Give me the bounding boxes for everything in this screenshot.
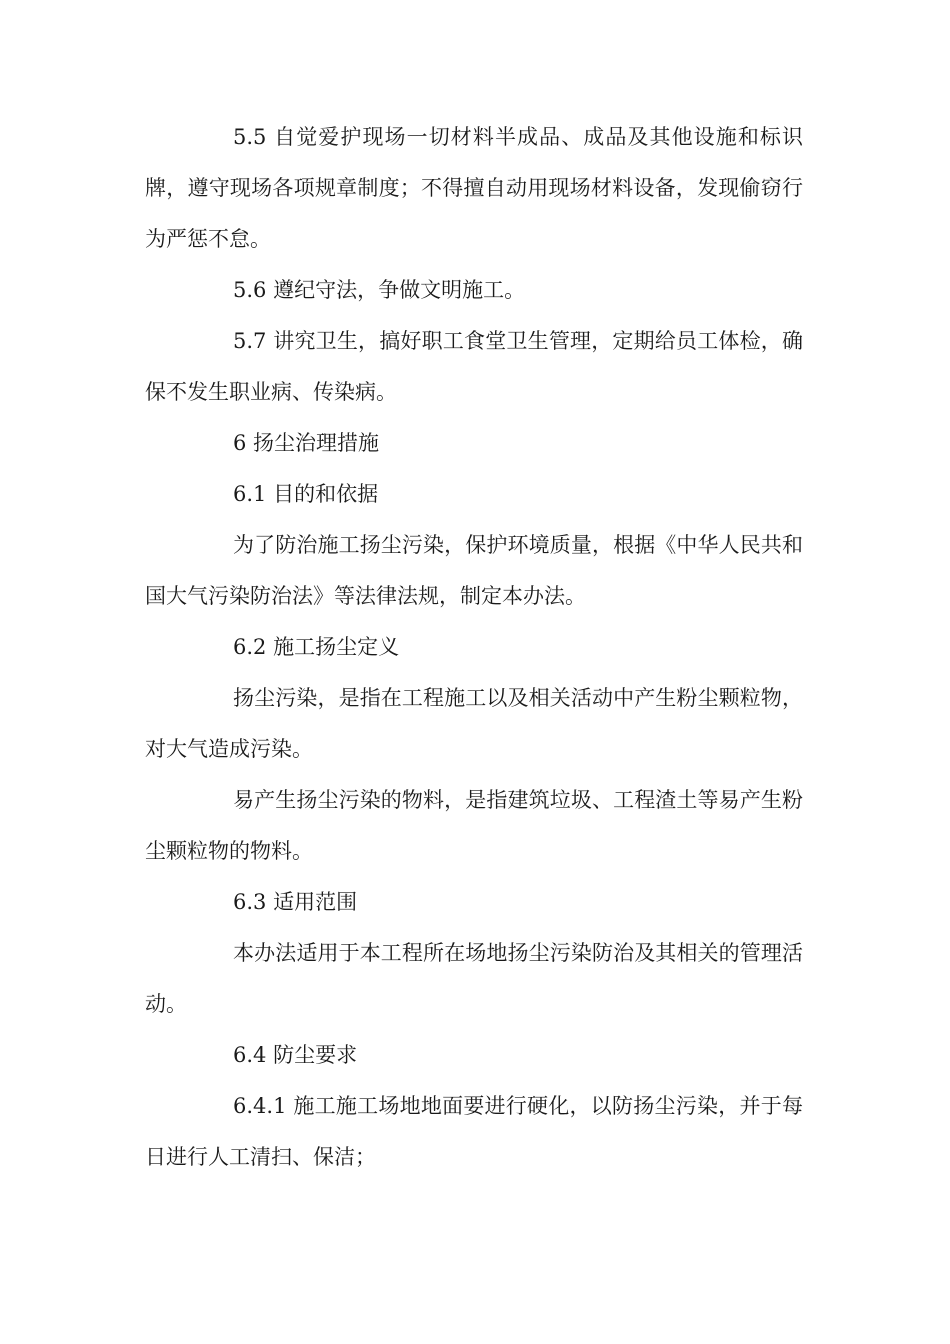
paragraph-6-2-body-1: 扬尘污染，是指在工程施工以及相关活动中产生粉尘颗粒物，对大气造成污染。 [145, 686, 803, 761]
paragraph-5-6: 5.6 遵纪守法，争做文明施工。 [233, 278, 526, 302]
heading-6-4: 6.4 防尘要求 [233, 1043, 358, 1067]
heading-6: 6 扬尘治理措施 [233, 431, 380, 455]
paragraph-6-1-body: 为了防治施工扬尘污染，保护环境质量，根据《中华人民共和国大气污染防治法》等法律法规，制定本办法。 [145, 533, 803, 608]
paragraph-6-3-body: 本办法适用于本工程所在场地扬尘污染防治及其相关的管理活动。 [145, 941, 803, 1016]
paragraph-6-4-1: 6.4.1 施工施工场地地面要进行硬化，以防扬尘污染，并于每日进行人工清扫、保洁； [145, 1094, 803, 1169]
heading-6-3: 6.3 适用范围 [233, 890, 358, 914]
paragraph-5-5: 5.5 自觉爱护现场一切材料半成品、成品及其他设施和标识牌，遵守现场各项规章制度；不得擅自动用现场材料设备，发现偷窃行为严惩不怠。 [145, 125, 803, 251]
document-body [145, 112, 803, 1183]
paragraph-6-2-body-2: 易产生扬尘污染的物料，是指建筑垃圾、工程渣土等易产生粉尘颗粒物的物料。 [145, 788, 803, 863]
paragraph-5-7: 5.7 讲究卫生，搞好职工食堂卫生管理，定期给员工体检，确保不发生职业病、传染病。 [145, 329, 803, 404]
heading-6-2: 6.2 施工扬尘定义 [233, 635, 400, 659]
heading-6-1: 6.1 目的和依据 [233, 482, 379, 506]
